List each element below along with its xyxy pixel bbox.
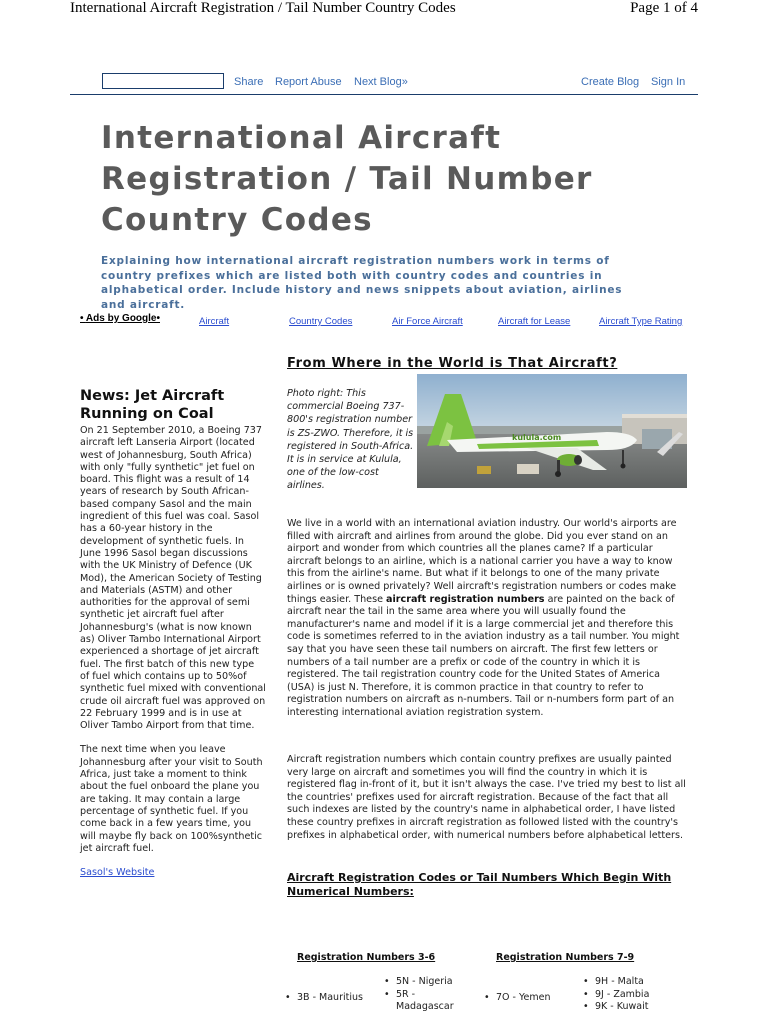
ads-bar — [80, 313, 700, 329]
sidebar-news — [80, 387, 266, 878]
list-item: • 9H - Malta — [583, 976, 649, 989]
code-list-col-3 — [484, 992, 551, 1005]
intro-paragraph — [287, 518, 687, 720]
sidebar-news-body: On 21 September 2010, a Boeing 737 aircraft left Lanseria Airport (located west of Johannesburg, South Africa) with only "fully synthetic" jet fuel on board. This flight was a result of 14 years of research by South African-based company Sasol and the main ingredient of this fuel was coal. Sasol has a 60-year history in the development of synthetic fuels. In June 1996 Sasol began discussions with the UK Ministry of Defence (UK Mod), the American Society of Testing and Materials (ASTM) and other authorities for the approval of semi synthetic jet aircraft fuel after Johannesburg's (what is now known as) Oliver Tambo International Airport experienced a shortage of jet aircraft fuel. The first batch of this new type of fuel which contains up to 50%of synthetic fuel mixed with conventional crude oil aircraft fuel was approved on 22 February 1999 and is in use at Oliver Tambo Airport from that time. — [80, 425, 266, 732]
list-item: • 9K - Kuwait — [583, 1001, 649, 1014]
sidebar-news-body-2: The next time when you leave Johannesburg after your visit to South Africa, just take a moment to think about the fuel onboard the plane you are taking. It may contain a large percentage of synthetic fuel. If you come back in a few years time, you will maybe fly back on 100%synthetic jet aircraft fuel. — [80, 744, 263, 854]
navbar-search-input[interactable] — [102, 73, 224, 89]
photo-caption: Photo right: This commercial Boeing 737-800's registration number is ZS-ZWO. Therefore, it is registered in South-Africa. It is in service at Kulula, one of the low-cost airlines. — [287, 388, 414, 492]
intro-text-b: are painted on the back of aircraft near the tail in the same area where you will usually found the manufacturer's name and model if it is a large commercial jet and therefore this code is sometimes referred to in the aviation industry as a tail number. You might say that you have seen these tail numbers on aircraft. The first few letters or numbers of a tail number are a prefix or code of the country in which it is registered. The tail registration country code for the United States of America (USA) is just N. Therefore, it is common practice in that country to refer to registration numbers on aircraft as n-numbers. Tail or n-numbers form part of an interesting international aviation registration system. — [287, 593, 680, 718]
print-header-title: International Aircraft Registration / Tail Number Country Codes — [70, 0, 456, 16]
country-prefix-paragraph: Aircraft registration numbers which contain country prefixes are usually painted very large on aircraft and sometimes you will find the country in which it is registered flag in-front of it, but it isn't always the case. I've tried my best to list all the countries' prefixes used for aircraft registration. Because of the fact that all such indexes are listed by the country's name in alphabetical order, I have listed these country prefixes in aircraft registration as followed listed with the country's prefixes in alphabetical order, with numerical numbers before alphabetical letters. — [287, 754, 686, 841]
blog-description: Explaining how international aircraft registration numbers work in terms of country prefixes which are listed both with country codes and countries in alphabetical order. Include history and news snippets about aviation, airlines and aircraft. — [101, 255, 623, 311]
aircraft-photo-image — [417, 374, 687, 488]
aircraft-photo — [417, 374, 687, 488]
ads-by-google-text: Ads by Google — [85, 313, 157, 324]
next-blog-link[interactable]: Next Blog» — [354, 76, 408, 88]
numerical-codes-heading: Aircraft Registration Codes or Tail Numbers Which Begin With Numerical Numbers: — [287, 871, 672, 898]
code-list-col-4 — [583, 976, 649, 1014]
create-blog-link[interactable]: Create Blog — [581, 76, 640, 88]
post-title[interactable]: From Where in the World is That Aircraft? — [287, 356, 618, 371]
list-item: • 5N - Nigeria — [384, 976, 474, 989]
ads-by-google-label[interactable]: • Ads by Google• — [80, 313, 160, 324]
sasol-website-link[interactable]: Sasol's Website — [80, 867, 155, 879]
code-list-col-1 — [285, 992, 363, 1005]
print-header — [0, 0, 768, 22]
code-list-col-2 — [384, 976, 474, 1014]
sidebar-news-title: News: Jet Aircraft Running on Coal — [80, 388, 225, 422]
share-link[interactable]: Share — [234, 76, 264, 88]
list-item: • 5R - Madagascar — [384, 989, 474, 1014]
sign-in-link[interactable]: Sign In — [651, 76, 686, 88]
ad-link-aircraft-for-lease[interactable]: Aircraft for Lease — [498, 316, 571, 327]
list-item: • 7O - Yemen — [484, 992, 551, 1005]
list-item: • 3B - Mauritius — [285, 992, 363, 1005]
registration-numbers-7-9-heading: Registration Numbers 7-9 — [496, 952, 635, 963]
ad-link-air-force-aircraft[interactable]: Air Force Aircraft — [392, 316, 463, 327]
registration-numbers-3-6-heading: Registration Numbers 3-6 — [297, 952, 436, 963]
blog-title[interactable]: International Aircraft Registration / Tail Number Country Codes — [101, 120, 593, 238]
ad-link-aircraft[interactable]: Aircraft — [199, 316, 230, 327]
list-item: • 9J - Zambia — [583, 989, 649, 1002]
intro-text-a: We live in a world with an international aviation industry. Our world's airports are filled with aircraft and airlines from around the globe. Did you ever stand on an airport and wonder from which countries all the planes came? If a particular aircraft belongs to an airline, which is a national carrier you have a way to know this from the airline's name. But what if it belongs to one of the many private airlines or is owned privately? Well aircraft's registration numbers or codes make things easier. These — [287, 518, 677, 605]
blogger-navbar — [70, 73, 698, 95]
print-header-page-number: Page 1 of 4 — [630, 0, 698, 16]
ad-link-country-codes[interactable]: Country Codes — [289, 316, 353, 327]
aircraft-registration-numbers-bold: aircraft registration numbers — [386, 593, 545, 605]
livery-text: kulula.com — [512, 433, 562, 442]
report-abuse-link[interactable]: Report Abuse — [275, 76, 342, 88]
ad-link-aircraft-type-rating[interactable]: Aircraft Type Rating — [599, 316, 683, 327]
